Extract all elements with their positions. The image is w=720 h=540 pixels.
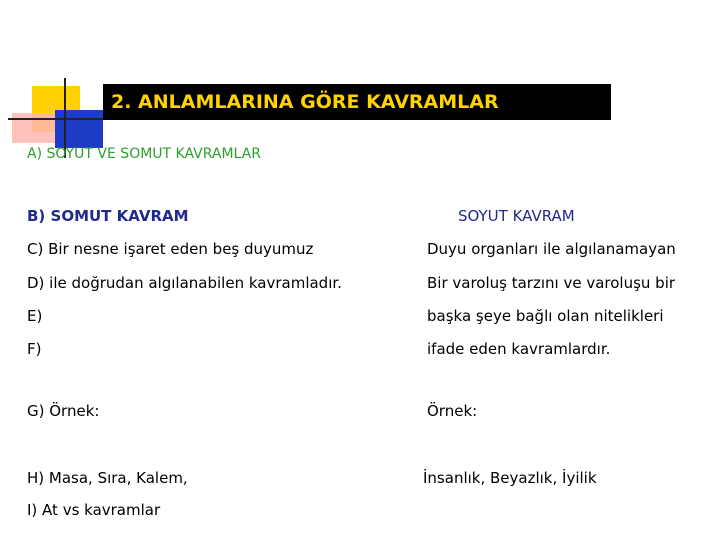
blue-square-decoration bbox=[55, 110, 103, 148]
left-line: E) bbox=[27, 307, 43, 325]
right-line: ifade eden kavramlardır. bbox=[427, 340, 611, 358]
subtitle: A) SOYUT VE SOMUT KAVRAMLAR bbox=[27, 146, 261, 162]
left-heading: B) SOMUT KAVRAM bbox=[27, 207, 189, 225]
left-line: D) ile doğrudan algılanabilen kavramladır. bbox=[27, 274, 342, 292]
right-line: Bir varoluş tarzını ve varoluşu bir bbox=[427, 274, 676, 292]
horizontal-line-decoration bbox=[8, 118, 118, 120]
left-line: G) Örnek: bbox=[27, 402, 100, 420]
slide-title: 2. ANLAMLARINA GÖRE KAVRAMLAR bbox=[111, 91, 499, 113]
right-line: Örnek: bbox=[427, 402, 478, 420]
right-line: Duyu organları ile algılanamayan bbox=[427, 240, 676, 258]
left-line: F) bbox=[27, 340, 42, 358]
left-line: I) At vs kavramlar bbox=[27, 501, 161, 519]
title-bar bbox=[103, 84, 611, 120]
right-heading: SOYUT KAVRAM bbox=[458, 207, 575, 225]
right-line: İnsanlık, Beyazlık, İyilik bbox=[423, 469, 597, 487]
left-line: C) Bir nesne işaret eden beş duyumuz bbox=[27, 240, 314, 258]
right-line: başka şeye bağlı olan nitelikleri bbox=[427, 307, 664, 325]
left-line: H) Masa, Sıra, Kalem, bbox=[27, 469, 188, 487]
